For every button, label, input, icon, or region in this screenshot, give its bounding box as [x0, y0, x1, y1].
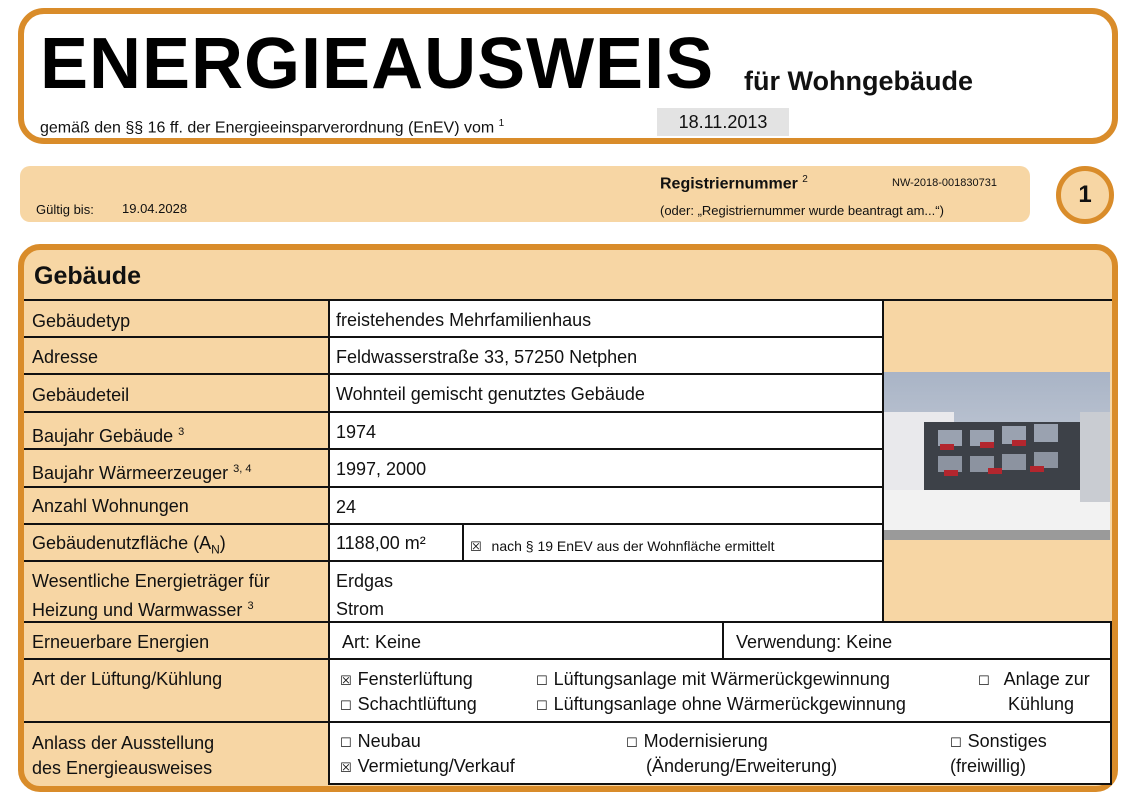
value-building-part: Wohnteil gemischt genutztes Gebäude [328, 373, 884, 413]
valid-until-value: 19.04.2028 [122, 201, 188, 216]
valid-until-label: Gültig bis: [36, 202, 94, 217]
document-title: ENERGIEAUSWEIS [40, 24, 715, 104]
footnote-marker: 3, 4 [233, 463, 252, 475]
label-energy-carriers-line2-text: Heizung und Warmwasser [32, 600, 243, 620]
checkbox-new-building: ☐ [340, 736, 352, 751]
label-occasion-line1: Anlass der Ausstellung [32, 733, 215, 753]
option-ventilation-without-recovery [536, 694, 906, 717]
row-divider [24, 411, 328, 413]
label-construction-year-text: Baujahr Gebäude [32, 426, 174, 446]
option-shaft-ventilation [340, 694, 477, 717]
footnote-marker: 3 [247, 600, 254, 612]
legal-footnote-marker: 1 [498, 118, 505, 129]
checkbox-shaft-ventilation: ☐ [340, 699, 352, 714]
option-window-ventilation [340, 669, 473, 692]
value-energy-carriers [328, 560, 884, 623]
label-ventilation: Art der Lüftung/Kühlung [32, 669, 223, 689]
label-usable-area [32, 533, 226, 560]
label-usable-area-text: Gebäudenutzfläche (A [32, 533, 212, 553]
footnote-marker: 3 [178, 426, 185, 438]
option-cooling-system-label-line2: Kühlung [1008, 694, 1075, 714]
row-divider [24, 486, 328, 488]
building-photo [884, 372, 1110, 540]
option-shaft-ventilation-label: Schachtlüftung [357, 694, 477, 714]
checkbox-cooling-system: ☐ [978, 674, 990, 689]
registration-label-text: Registriernummer [660, 175, 798, 193]
registration-note: (oder: „Registriernummer wurde beantragt am...“) [660, 203, 944, 218]
label-address: Adresse [32, 347, 99, 367]
option-other-label: Sonstiges [967, 731, 1047, 751]
label-energy-carriers-line2 [32, 596, 254, 620]
registration-label [660, 174, 808, 193]
label-heater-year-text: Baujahr Wärmeerzeuger [32, 463, 229, 483]
value-renewables-type: Art: Keine [328, 621, 724, 660]
label-energy-carriers-line1: Wesentliche Energieträger für [32, 571, 270, 591]
label-building-type: Gebäudetyp [32, 311, 131, 331]
label-occasion-line2: des Energieausweises [32, 758, 213, 778]
section-title: Gebäude [34, 262, 141, 290]
value-address: Feldwasserstraße 33, 57250 Netphen [328, 336, 884, 375]
checkbox-ventilation-without-recovery: ☐ [536, 699, 548, 714]
registration-footnote-marker: 2 [802, 174, 808, 185]
option-ventilation-without-recovery-label: Lüftungsanlage ohne Wärmerückgewinnung [553, 694, 906, 714]
option-modernisation [626, 731, 768, 754]
row-divider [24, 560, 328, 562]
checkbox-other: ☐ [950, 736, 962, 751]
legal-basis-text: gemäß den §§ 16 ff. der Energieeinsparverordnung (EnEV) vom [40, 119, 495, 137]
option-window-ventilation-label: Fensterlüftung [357, 669, 473, 689]
row-divider [24, 373, 328, 375]
label-construction-year [32, 422, 184, 446]
value-construction-year: 1974 [328, 411, 884, 450]
document-subtitle: für Wohngebäude [744, 66, 973, 96]
value-renewables-usage: Verwendung: Keine [722, 621, 1112, 660]
option-rent-sale-label: Vermietung/Verkauf [357, 756, 515, 776]
option-modernisation-label: Modernisierung [643, 731, 768, 751]
checkbox-ventilation-with-recovery: ☐ [536, 674, 548, 689]
area-method-checkbox: ☒ [470, 540, 482, 555]
value-building-type: freistehendes Mehrfamilienhaus [328, 299, 884, 338]
energy-carrier-2: Strom [336, 599, 385, 619]
enev-date: 18.11.2013 [657, 108, 789, 136]
label-apartment-count: Anzahl Wohnungen [32, 496, 189, 516]
label-usable-area-sub: N [211, 542, 220, 557]
area-method-cell [462, 523, 884, 562]
area-method-note: nach § 19 EnEV aus der Wohnfläche ermittelt [491, 538, 775, 554]
label-usable-area-end: ) [219, 533, 226, 553]
label-heater-year [32, 459, 251, 483]
page-number-badge: 1 [1056, 166, 1114, 224]
legal-basis-line [40, 114, 504, 138]
option-cooling-system [978, 669, 1090, 692]
checkbox-window-ventilation: ☒ [340, 674, 352, 689]
option-ventilation-with-recovery [536, 669, 890, 692]
checkbox-modernisation: ☐ [626, 736, 638, 751]
option-other-detail: (freiwillig) [950, 756, 1026, 776]
label-renewables: Erneuerbare Energien [32, 632, 210, 652]
registration-number: NW-2018-001830731 [892, 177, 997, 189]
row-divider [24, 523, 328, 525]
value-apartment-count: 24 [328, 486, 884, 525]
label-building-part: Gebäudeteil [32, 385, 130, 405]
energy-carrier-1: Erdgas [336, 571, 394, 591]
option-modernisation-detail: (Änderung/Erweiterung) [646, 756, 838, 776]
option-cooling-system-label: Anlage zur [1003, 669, 1090, 689]
value-usable-area: 1188,00 m² [328, 523, 464, 562]
value-heater-year: 1997, 2000 [328, 448, 884, 488]
option-other [950, 731, 1047, 754]
option-new-building [340, 731, 421, 754]
option-ventilation-with-recovery-label: Lüftungsanlage mit Wärmerückgewinnung [553, 669, 890, 689]
row-divider [24, 448, 328, 450]
option-rent-sale [340, 756, 515, 779]
option-new-building-label: Neubau [357, 731, 421, 751]
row-divider [24, 336, 328, 338]
checkbox-rent-sale: ☒ [340, 761, 352, 776]
